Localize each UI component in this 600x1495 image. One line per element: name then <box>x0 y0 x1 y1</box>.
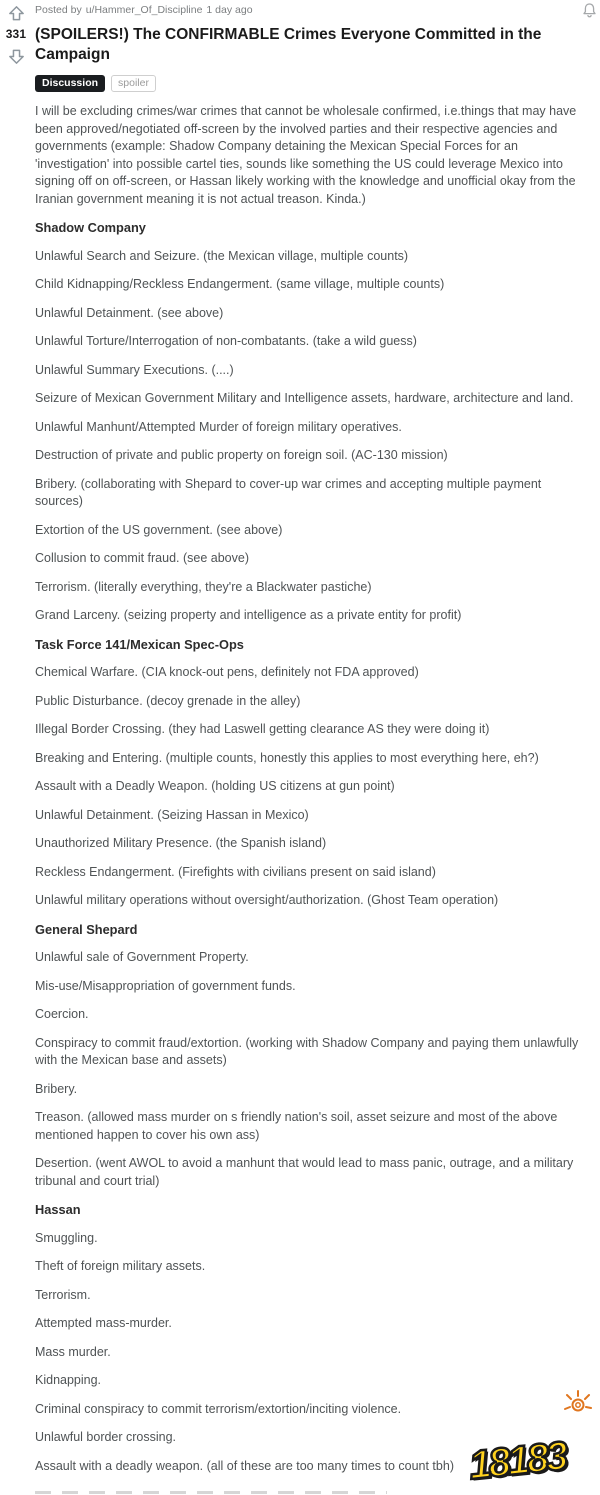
body-paragraph: Theft of foreign military assets. <box>35 1259 206 1273</box>
body-paragraph: Conspiracy to commit fraud/extortion. (working with Shadow Company and paying them unlawfully with the Mexican base and assets) <box>35 1035 579 1067</box>
flair-row <box>35 75 591 92</box>
post-age: 1 day ago <box>206 4 253 16</box>
upvote-button[interactable] <box>5 2 27 24</box>
section-heading: Shadow Company <box>35 220 146 235</box>
body-paragraph: Kidnapping. <box>35 1373 102 1387</box>
body-paragraph: I will be excluding crimes/war crimes that cannot be wholesale confirmed, i.e.things that may have been approved/negotiated off-screen by the involved parties and their respective agencies and governments (example: Shadow Company detaining the Mexican Special Forces for an 'investigation' into possible cartel ties, sounds like something the US could leverage Mexico into signing off on off-screen, or Hassan likely working with the knowledge and unofficial okay from the Iranian government meaning it is not actual treason. Kinda.) <box>35 104 577 206</box>
body-paragraph: Unlawful Detainment. (see above) <box>35 305 224 320</box>
post-title[interactable]: (SPOILERS!) The CONFIRMABLE Crimes Everyone Committed in the Campaign <box>35 26 542 63</box>
downvote-button[interactable] <box>5 45 27 67</box>
vote-column <box>0 0 32 67</box>
body-paragraph: Unlawful Summary Executions. (....) <box>35 362 234 377</box>
body-paragraph: Destruction of private and public property on foreign soil. (AC-130 mission) <box>35 448 448 462</box>
body-paragraph: Mis-use/Misappropriation of government funds. <box>35 978 296 993</box>
watermark-text: 18183 <box>466 1434 568 1488</box>
upvote-arrow-icon <box>7 4 26 23</box>
body-paragraph: Unlawful Manhunt/Attempted Murder of foreign military operatives. <box>35 419 402 434</box>
body-paragraph: Assault with a Deadly Weapon. (holding US citizens at gun point) <box>35 779 395 793</box>
body-paragraph: Public Disturbance. (decoy grenade in the alley) <box>35 693 301 708</box>
post-body <box>35 103 591 1475</box>
body-paragraph: Bribery. (collaborating with Shepard to cover-up war crimes and accepting multiple payment sources) <box>35 476 542 508</box>
spoiler-tag[interactable]: spoiler <box>111 75 156 92</box>
body-paragraph: Unlawful Search and Seizure. (the Mexican village, multiple counts) <box>35 248 409 263</box>
section-heading: Task Force 141/Mexican Spec-Ops <box>35 636 244 652</box>
body-paragraph: Extortion of the US government. (see above) <box>35 522 283 537</box>
cutoff-text-line <box>35 1491 387 1494</box>
body-paragraph: Desertion. (went AWOL to avoid a manhunt that would lead to mass panic, outrage, and a military tribunal and court trial) <box>35 1156 574 1188</box>
body-paragraph: Unlawful border crossing. <box>35 1430 177 1444</box>
section-heading: General Shepard <box>35 921 138 937</box>
body-paragraph: Treason. (allowed mass murder on s friendly nation's soil, asset seizure and most of the above mentioned happen to cover his own ass) <box>35 1110 558 1142</box>
section-heading: Hassan <box>35 1202 81 1217</box>
body-paragraph: Unlawful Torture/Interrogation of non-combatants. (take a wild guess) <box>35 334 417 348</box>
body-paragraph: Grand Larceny. (seizing property and intelligence as a private entity for profit) <box>35 608 462 622</box>
body-paragraph: Seizure of Mexican Government Military and Intelligence assets, hardware, architecture and land. <box>35 391 574 405</box>
author-link[interactable]: u/Hammer_Of_Discipline <box>85 4 203 16</box>
body-paragraph: Collusion to commit fraud. (see above) <box>35 551 249 565</box>
body-paragraph: Unauthorized Military Presence. (the Spanish island) <box>35 836 327 850</box>
downvote-arrow-icon <box>7 47 26 66</box>
flair-discussion[interactable]: Discussion <box>35 75 105 92</box>
body-paragraph: Coercion. <box>35 1007 89 1021</box>
body-paragraph: Breaking and Entering. (multiple counts, honestly this applies to most everything here, eh?) <box>35 750 539 765</box>
posted-by-label: Posted by <box>35 4 82 16</box>
body-paragraph: Illegal Border Crossing. (they had Laswell getting clearance AS they were doing it) <box>35 722 490 736</box>
body-paragraph: Criminal conspiracy to commit terrorism/extortion/inciting violence. <box>35 1401 402 1416</box>
body-paragraph: Terrorism. (literally everything, they're a Blackwater pastiche) <box>35 579 372 594</box>
body-paragraph: Mass murder. <box>35 1344 111 1359</box>
body-paragraph: Reckless Endangerment. (Firefights with civilians present on said island) <box>35 864 436 879</box>
body-paragraph: Attempted mass-murder. <box>35 1316 172 1330</box>
body-paragraph: Bribery. <box>35 1081 78 1096</box>
body-paragraph: Child Kidnapping/Reckless Endangerment. (same village, multiple counts) <box>35 277 445 291</box>
vote-count: 331 <box>5 27 27 41</box>
body-paragraph: Unlawful Detainment. (Seizing Hassan in Mexico) <box>35 807 309 822</box>
post-content <box>35 0 591 1486</box>
body-paragraph: Unlawful sale of Government Property. <box>35 950 249 964</box>
body-paragraph: Smuggling. <box>35 1230 98 1245</box>
body-paragraph: Chemical Warfare. (CIA knock-out pens, definitely not FDA approved) <box>35 665 419 679</box>
post-meta <box>35 0 591 17</box>
body-paragraph: Assault with a deadly weapon. (all of these are too many times to count tbh) <box>35 1458 454 1473</box>
body-paragraph: Terrorism. <box>35 1287 91 1302</box>
body-paragraph: Unlawful military operations without oversight/authorization. (Ghost Team operation) <box>35 893 499 907</box>
